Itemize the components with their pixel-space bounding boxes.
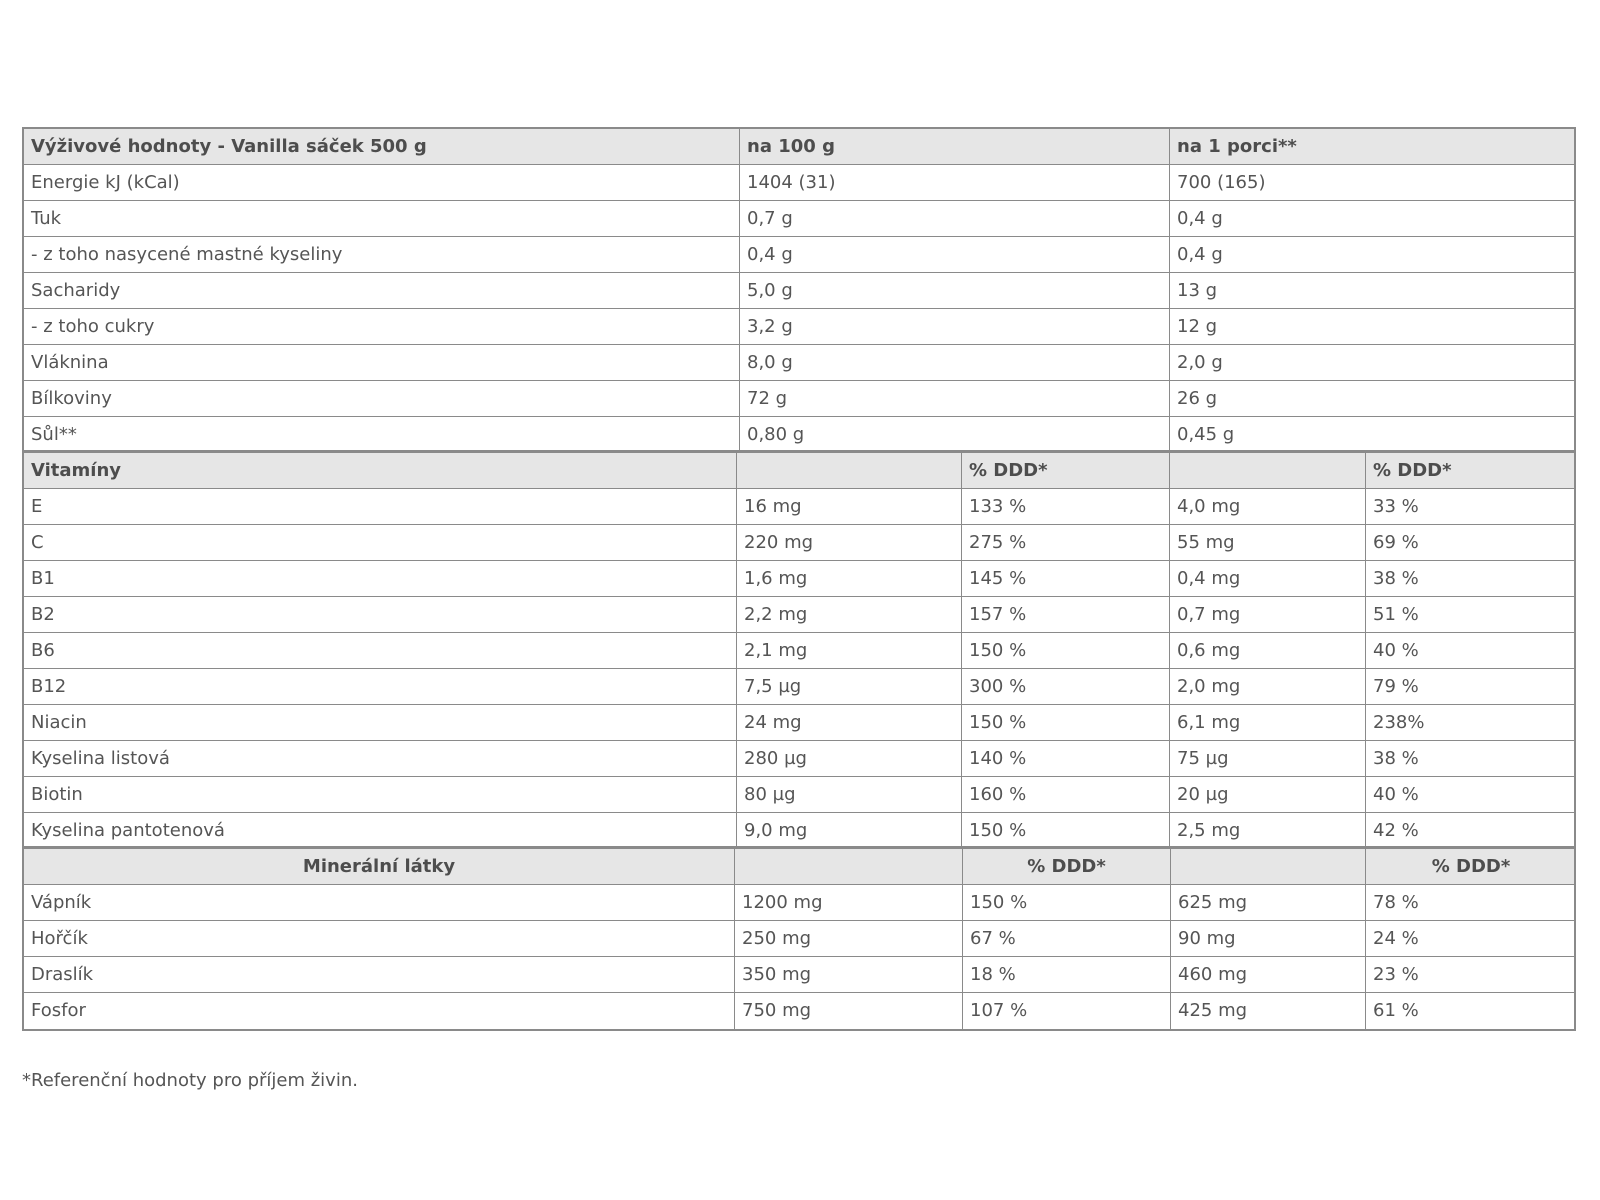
- value-per-100g: 350 mg: [734, 957, 962, 992]
- vitamin-name: B6: [31, 640, 55, 661]
- value-per-100g: 80 µg: [736, 777, 961, 812]
- nutrition-header-per-portion: na 1 porci**: [1169, 129, 1576, 164]
- vitamin-name: Kyselina pantotenová: [31, 820, 225, 841]
- vitamin-name: Kyselina listová: [31, 748, 170, 769]
- table-row: [24, 273, 1574, 309]
- table-row: [24, 597, 1574, 633]
- table-row: [24, 237, 1574, 273]
- vitamins-header-title: Vitamíny: [31, 460, 122, 481]
- table-row: [24, 921, 1574, 957]
- ddd-per-100g: 150 %: [962, 885, 1170, 920]
- minerals-header-ddd-portion: % DDD*: [1365, 849, 1576, 884]
- ddd-per-portion: 40 %: [1365, 633, 1576, 668]
- nutrient-name: Sacharidy: [31, 280, 121, 301]
- footnote: *Referenční hodnoty pro příjem živin.: [22, 1070, 358, 1091]
- ddd-per-portion: 38 %: [1365, 561, 1576, 596]
- table-row: [24, 957, 1574, 993]
- vitamin-name: B2: [31, 604, 55, 625]
- ddd-per-portion: 78 %: [1365, 885, 1576, 920]
- mineral-name: Fosfor: [31, 1000, 86, 1021]
- vitamins-header-per-portion: [1169, 453, 1365, 488]
- value-per-portion: 460 mg: [1170, 957, 1365, 992]
- mineral-name: Vápník: [31, 892, 92, 913]
- value-per-100g: 72 g: [739, 381, 1169, 416]
- ddd-per-100g: 300 %: [961, 669, 1169, 704]
- table-row: [24, 813, 1574, 849]
- table-row: [24, 561, 1574, 597]
- value-per-100g: 9,0 mg: [736, 813, 961, 846]
- ddd-per-portion: 61 %: [1365, 993, 1576, 1029]
- ddd-per-100g: 150 %: [961, 705, 1169, 740]
- nutrition-table-container: [22, 127, 1576, 1031]
- ddd-per-portion: 38 %: [1365, 741, 1576, 776]
- value-per-100g: 8,0 g: [739, 345, 1169, 380]
- value-per-portion: 2,5 mg: [1169, 813, 1365, 846]
- value-per-portion: 0,4 mg: [1169, 561, 1365, 596]
- value-per-portion: 2,0 mg: [1169, 669, 1365, 704]
- value-per-portion: 55 mg: [1169, 525, 1365, 560]
- table-row: [24, 993, 1574, 1029]
- value-per-portion: 0,4 g: [1169, 201, 1576, 236]
- minerals-header-per-portion: [1170, 849, 1365, 884]
- value-per-100g: 220 mg: [736, 525, 961, 560]
- minerals-header-ddd-100g: % DDD*: [962, 849, 1170, 884]
- ddd-per-100g: 140 %: [961, 741, 1169, 776]
- value-per-portion: 0,6 mg: [1169, 633, 1365, 668]
- value-per-100g: 16 mg: [736, 489, 961, 524]
- value-per-100g: 0,80 g: [739, 417, 1169, 450]
- value-per-100g: 250 mg: [734, 921, 962, 956]
- table-row: [24, 309, 1574, 345]
- value-per-100g: 1200 mg: [734, 885, 962, 920]
- nutrition-header-per-100g: na 100 g: [739, 129, 1169, 164]
- ddd-per-portion: 79 %: [1365, 669, 1576, 704]
- table-row: [24, 669, 1574, 705]
- mineral-name: Draslík: [31, 964, 94, 985]
- ddd-per-100g: 67 %: [962, 921, 1170, 956]
- value-per-portion: 12 g: [1169, 309, 1576, 344]
- value-per-portion: 75 µg: [1169, 741, 1365, 776]
- vitamins-header-ddd-portion: % DDD*: [1365, 453, 1576, 488]
- nutrient-name: - z toho nasycené mastné kyseliny: [31, 244, 343, 265]
- nutrient-name: Vláknina: [31, 352, 109, 373]
- ddd-per-100g: 107 %: [962, 993, 1170, 1029]
- ddd-per-100g: 157 %: [961, 597, 1169, 632]
- ddd-per-portion: 40 %: [1365, 777, 1576, 812]
- nutrition-table: [22, 127, 1576, 1031]
- minerals-header-per-100g: [734, 849, 962, 884]
- vitamin-name: Niacin: [31, 712, 87, 733]
- value-per-portion: 13 g: [1169, 273, 1576, 308]
- table-row: [24, 417, 1574, 453]
- value-per-100g: 1404 (31): [739, 165, 1169, 200]
- value-per-100g: 750 mg: [734, 993, 962, 1029]
- value-per-portion: 90 mg: [1170, 921, 1365, 956]
- value-per-100g: 2,1 mg: [736, 633, 961, 668]
- table-row: [24, 633, 1574, 669]
- value-per-portion: 4,0 mg: [1169, 489, 1365, 524]
- vitamins-header-per-100g: [736, 453, 961, 488]
- minerals-header-title: Minerální látky: [302, 856, 456, 877]
- nutrition-header-title: Výživové hodnoty - Vanilla sáček 500 g: [31, 136, 427, 157]
- vitamin-name: B12: [31, 676, 67, 697]
- vitamins-header-row: [24, 453, 1574, 489]
- value-per-100g: 2,2 mg: [736, 597, 961, 632]
- value-per-100g: 5,0 g: [739, 273, 1169, 308]
- value-per-portion: 0,7 mg: [1169, 597, 1365, 632]
- ddd-per-portion: 69 %: [1365, 525, 1576, 560]
- ddd-per-portion: 51 %: [1365, 597, 1576, 632]
- value-per-100g: 7,5 µg: [736, 669, 961, 704]
- ddd-per-portion: 238%: [1365, 705, 1576, 740]
- value-per-portion: 20 µg: [1169, 777, 1365, 812]
- ddd-per-portion: 33 %: [1365, 489, 1576, 524]
- ddd-per-100g: 133 %: [961, 489, 1169, 524]
- ddd-per-100g: 145 %: [961, 561, 1169, 596]
- vitamin-name: Biotin: [31, 784, 83, 805]
- value-per-100g: 280 µg: [736, 741, 961, 776]
- table-row: [24, 705, 1574, 741]
- minerals-header-row: [24, 849, 1574, 885]
- ddd-per-portion: 23 %: [1365, 957, 1576, 992]
- vitamin-name: C: [31, 532, 44, 553]
- table-row: [24, 381, 1574, 417]
- value-per-100g: 0,7 g: [739, 201, 1169, 236]
- value-per-portion: 0,4 g: [1169, 237, 1576, 272]
- table-row: [24, 885, 1574, 921]
- value-per-100g: 24 mg: [736, 705, 961, 740]
- value-per-portion: 425 mg: [1170, 993, 1365, 1029]
- ddd-per-100g: 275 %: [961, 525, 1169, 560]
- ddd-per-100g: 150 %: [961, 633, 1169, 668]
- value-per-portion: 0,45 g: [1169, 417, 1576, 450]
- vitamin-name: E: [31, 496, 43, 517]
- nutrient-name: Energie kJ (kCal): [31, 172, 180, 193]
- ddd-per-100g: 150 %: [961, 813, 1169, 846]
- table-row: [24, 201, 1574, 237]
- table-row: [24, 489, 1574, 525]
- value-per-100g: 0,4 g: [739, 237, 1169, 272]
- value-per-100g: 3,2 g: [739, 309, 1169, 344]
- value-per-portion: 6,1 mg: [1169, 705, 1365, 740]
- table-row: [24, 525, 1574, 561]
- nutrient-name: Bílkoviny: [31, 388, 112, 409]
- table-row: [24, 165, 1574, 201]
- nutrient-name: Tuk: [31, 208, 62, 229]
- ddd-per-100g: 18 %: [962, 957, 1170, 992]
- value-per-portion: 700 (165): [1169, 165, 1576, 200]
- value-per-portion: 2,0 g: [1169, 345, 1576, 380]
- vitamin-name: B1: [31, 568, 55, 589]
- ddd-per-portion: 42 %: [1365, 813, 1576, 846]
- nutrition-header-row: [24, 129, 1574, 165]
- table-row: [24, 741, 1574, 777]
- vitamins-header-ddd-100g: % DDD*: [961, 453, 1169, 488]
- value-per-100g: 1,6 mg: [736, 561, 961, 596]
- table-row: [24, 345, 1574, 381]
- value-per-portion: 625 mg: [1170, 885, 1365, 920]
- mineral-name: Hořčík: [31, 928, 88, 949]
- nutrient-name: Sůl**: [31, 424, 77, 445]
- ddd-per-portion: 24 %: [1365, 921, 1576, 956]
- nutrient-name: - z toho cukry: [31, 316, 155, 337]
- value-per-portion: 26 g: [1169, 381, 1576, 416]
- ddd-per-100g: 160 %: [961, 777, 1169, 812]
- table-row: [24, 777, 1574, 813]
